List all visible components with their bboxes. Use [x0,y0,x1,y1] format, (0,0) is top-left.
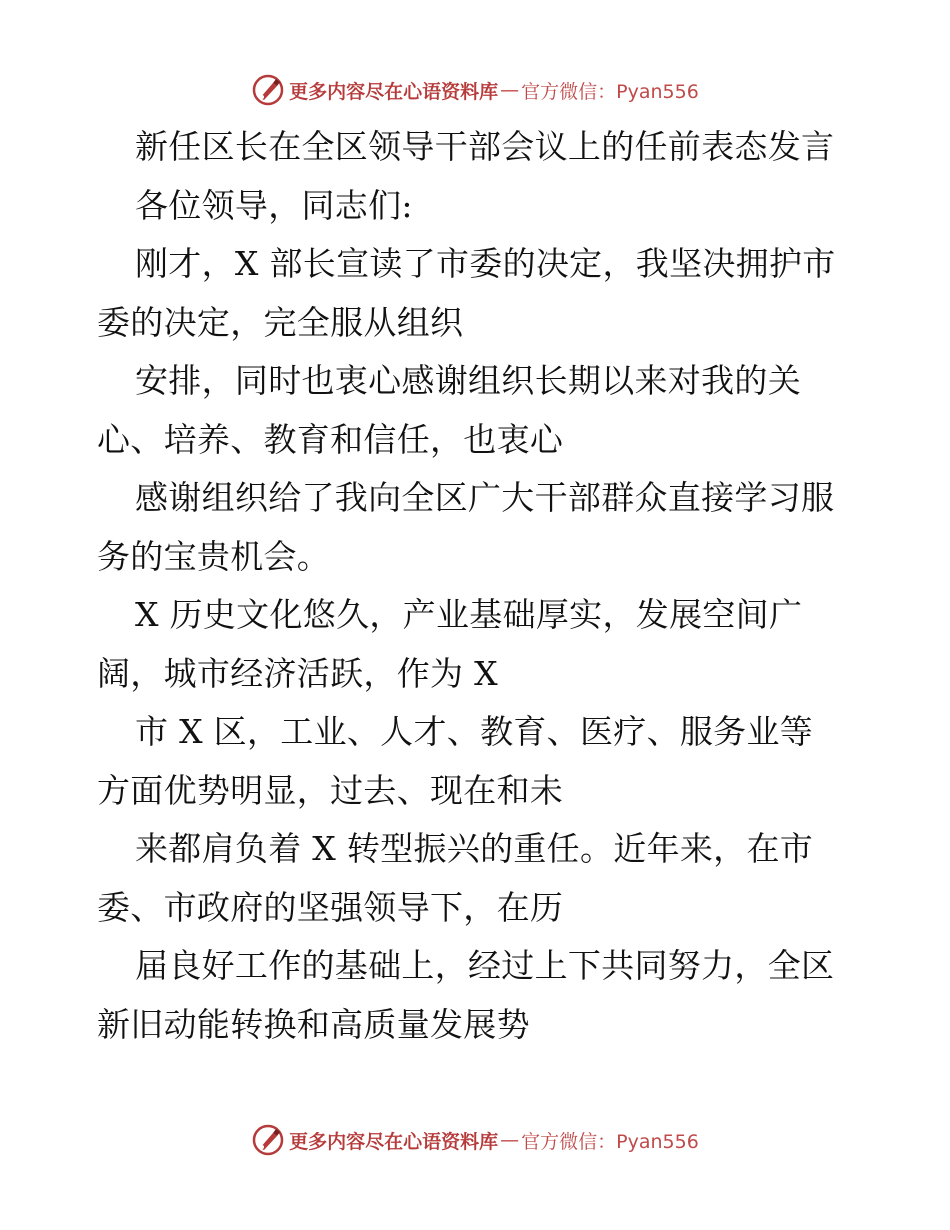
header-site-text: 更多内容尽在心语资料库 [289,80,499,103]
header-banner [0,70,950,110]
footer-banner [0,1120,950,1160]
header-separator: — [500,79,520,101]
text-line: 届良好工作的基础上，经过上下共同努力，全区 [135,946,835,985]
text-line: 心、培养、教育和信任，也衷心 [97,419,564,459]
text-line: 方面优势明显，过去、现在和未 [97,770,564,810]
footer-banner-content [251,1123,699,1157]
footer-separator: — [500,1129,520,1151]
text-line: 委、市政府的坚强领导下，在历 [97,887,564,927]
footer-wechat-text: 官方微信：Pyan556 [521,1130,699,1153]
text-line: 安排，同时也衷心感谢组织长期以来对我的关 [135,361,801,400]
pen-logo-icon [251,73,285,107]
text-line: 来都肩负着 X 转型振兴的重任。近年来，在市 [135,829,814,868]
text-line: 委的决定，完全服从组织 [97,302,464,342]
header-wechat-text: 官方微信：Pyan556 [521,80,699,103]
text-line: 刚才，X 部长宣读了市委的决定，我坚决拥护市 [135,244,836,283]
pen-logo-icon [251,1123,285,1157]
text-line: 新旧动能转换和高质量发展势 [97,1004,530,1044]
document-body [97,118,857,1054]
salutation: 各位领导，同志们: [135,185,413,225]
document-title: 新任区长在全区领导干部会议上的任前表态发言 [135,127,835,166]
text-line: X 历史文化悠久，产业基础厚实，发展空间广 [135,595,803,634]
footer-site-text: 更多内容尽在心语资料库 [289,1130,499,1153]
text-line: 务的宝贵机会。 [97,536,331,576]
header-banner-content [251,73,699,107]
text-line: 阔，城市经济活跃，作为 X [97,653,498,693]
text-line: 感谢组织给了我向全区广大干部群众直接学习服 [135,478,835,517]
text-line: 市 X 区，工业、人才、教育、医疗、服务业等 [135,712,814,751]
